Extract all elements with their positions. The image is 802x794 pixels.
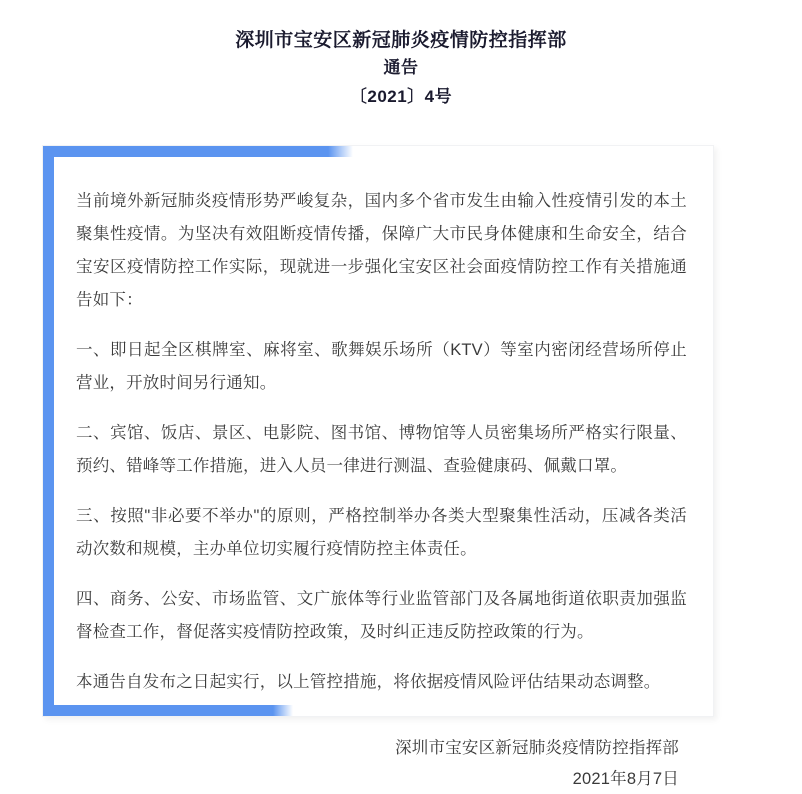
- notice-paragraph-item-4: 四、商务、公安、市场监管、文广旅体等行业监管部门及各属地街道依职责加强监督检查工作，督促落实疫情防控政策，及时纠正违反防控政策的行为。: [76, 590, 687, 641]
- accent-bar-left: [43, 146, 54, 716]
- signature-date: 2021年8月7日: [572, 769, 679, 788]
- notice-paragraph-closing: 本通告自发布之日起实行，以上管控措施，将依据疫情风险评估结果动态调整。: [76, 673, 661, 691]
- signature-organization: 深圳市宝安区新冠肺炎疫情防控指挥部: [395, 739, 679, 757]
- signature-block: [76, 733, 687, 794]
- document-type-title: 通告: [383, 58, 419, 78]
- document-header: [0, 0, 802, 112]
- notice-card: [42, 145, 714, 788]
- issuer-title: 深圳市宝安区新冠肺炎疫情防控指挥部: [235, 30, 567, 51]
- accent-bar-bottom: [43, 705, 293, 716]
- accent-bar-top: [43, 146, 353, 157]
- notice-body: [54, 157, 713, 788]
- notice-paragraph-intro: 当前境外新冠肺炎疫情形势严峻复杂，国内多个省市发生由输入性疫情引发的本土聚集性疫情。为坚决有效阻断疫情传播，保障广大市民身体健康和生命安全，结合宝安区疫情防控工作实际，现就进一步强化宝安区社会面疫情防控工作有关措施通告如下：: [76, 192, 687, 309]
- notice-paragraph-item-1: 一、即日起全区棋牌室、麻将室、歌舞娱乐场所（KTV）等室内密闭经营场所停止营业，开放时间另行通知。: [76, 341, 687, 392]
- notice-paragraph-item-3: 三、按照"非必要不举办"的原则，严格控制举办各类大型聚集性活动，压减各类活动次数和规模，主办单位切实履行疫情防控主体责任。: [76, 507, 687, 558]
- document-number: 〔2021〕4号: [349, 86, 453, 106]
- notice-paragraph-item-2: 二、宾馆、饭店、景区、电影院、图书馆、博物馆等人员密集场所严格实行限量、预约、错峰等工作措施，进入人员一律进行测温、查验健康码、佩戴口罩。: [76, 424, 687, 475]
